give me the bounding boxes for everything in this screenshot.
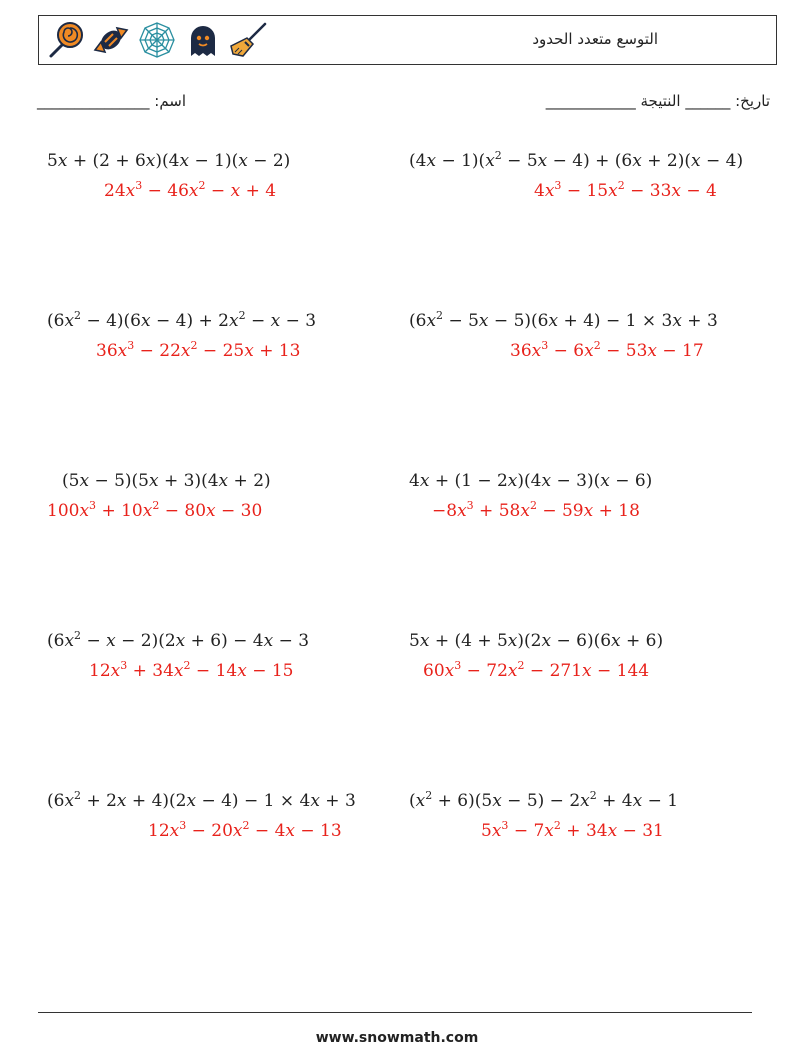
ghost-icon <box>183 20 223 60</box>
problem-expression: $(4x - 1)(x^2 - 5x - 4) + (6x + 2)(x - 4)$ <box>409 149 744 171</box>
date-score-field: تاريخ: ______ النتيجة ____________ <box>545 92 770 110</box>
candy-icon <box>91 20 131 60</box>
answer-expression: $36x^3 - 22x^2 - 25x + 13$ <box>96 339 301 361</box>
answer-expression: $-8x^3 + 58x^2 - 59x + 18$ <box>432 499 640 521</box>
problem-expression: $(6x^2 - 4)(6x - 4) + 2x^2 - x - 3$ <box>47 309 317 331</box>
answer-expression: $36x^3 - 6x^2 - 53x - 17$ <box>510 339 704 361</box>
answer-expression: $12x^3 + 34x^2 - 14x - 15$ <box>89 659 294 681</box>
answer-expression: $100x^3 + 10x^2 - 80x - 30$ <box>47 499 263 521</box>
halloween-icons <box>45 20 269 62</box>
problem-expression: $(6x^2 - 5x - 5)(6x + 4) - 1 \times 3x + 3$ <box>409 309 718 331</box>
problem-expression: $(6x^2 - x - 2)(2x + 6) - 4x - 3$ <box>47 629 310 651</box>
answer-expression: $12x^3 - 20x^2 - 4x - 13$ <box>148 819 342 841</box>
answer-expression: $5x^3 - 7x^2 + 34x - 31$ <box>481 819 664 841</box>
problem-expression: $(6x^2 + 2x + 4)(2x - 4) - 1 \times 4x + 3$ <box>47 789 356 811</box>
broom-icon <box>229 20 269 60</box>
footer-divider <box>38 1012 752 1013</box>
worksheet-title: التوسع متعدد الحدود <box>532 30 658 48</box>
answer-expression: $4x^3 - 15x^2 - 33x - 4$ <box>534 179 717 201</box>
name-field: اسم: _______________ <box>37 92 187 110</box>
spiderweb-icon <box>137 20 177 60</box>
problem-expression: 5x + (2 + 6x)(4x − 1)(x − 2) <box>47 151 291 171</box>
problem-expression: 4x + (1 − 2x)(4x − 3)(x − 6) <box>409 471 653 491</box>
answer-expression: $60x^3 - 72x^2 - 271x - 144$ <box>423 659 650 681</box>
worksheet-header <box>38 15 777 65</box>
answer-expression: $24x^3 - 46x^2 - x + 4$ <box>104 179 277 201</box>
problem-expression: $(x^2 + 6)(5x - 5) - 2x^2 + 4x - 1$ <box>409 789 679 811</box>
problem-expression: 5x + (4 + 5x)(2x − 6)(6x + 6) <box>409 631 664 651</box>
footer-url: www.snowmath.com <box>315 1030 479 1046</box>
lollipop-icon <box>45 20 85 60</box>
problem-expression: (5x − 5)(5x + 3)(4x + 2) <box>62 471 271 491</box>
